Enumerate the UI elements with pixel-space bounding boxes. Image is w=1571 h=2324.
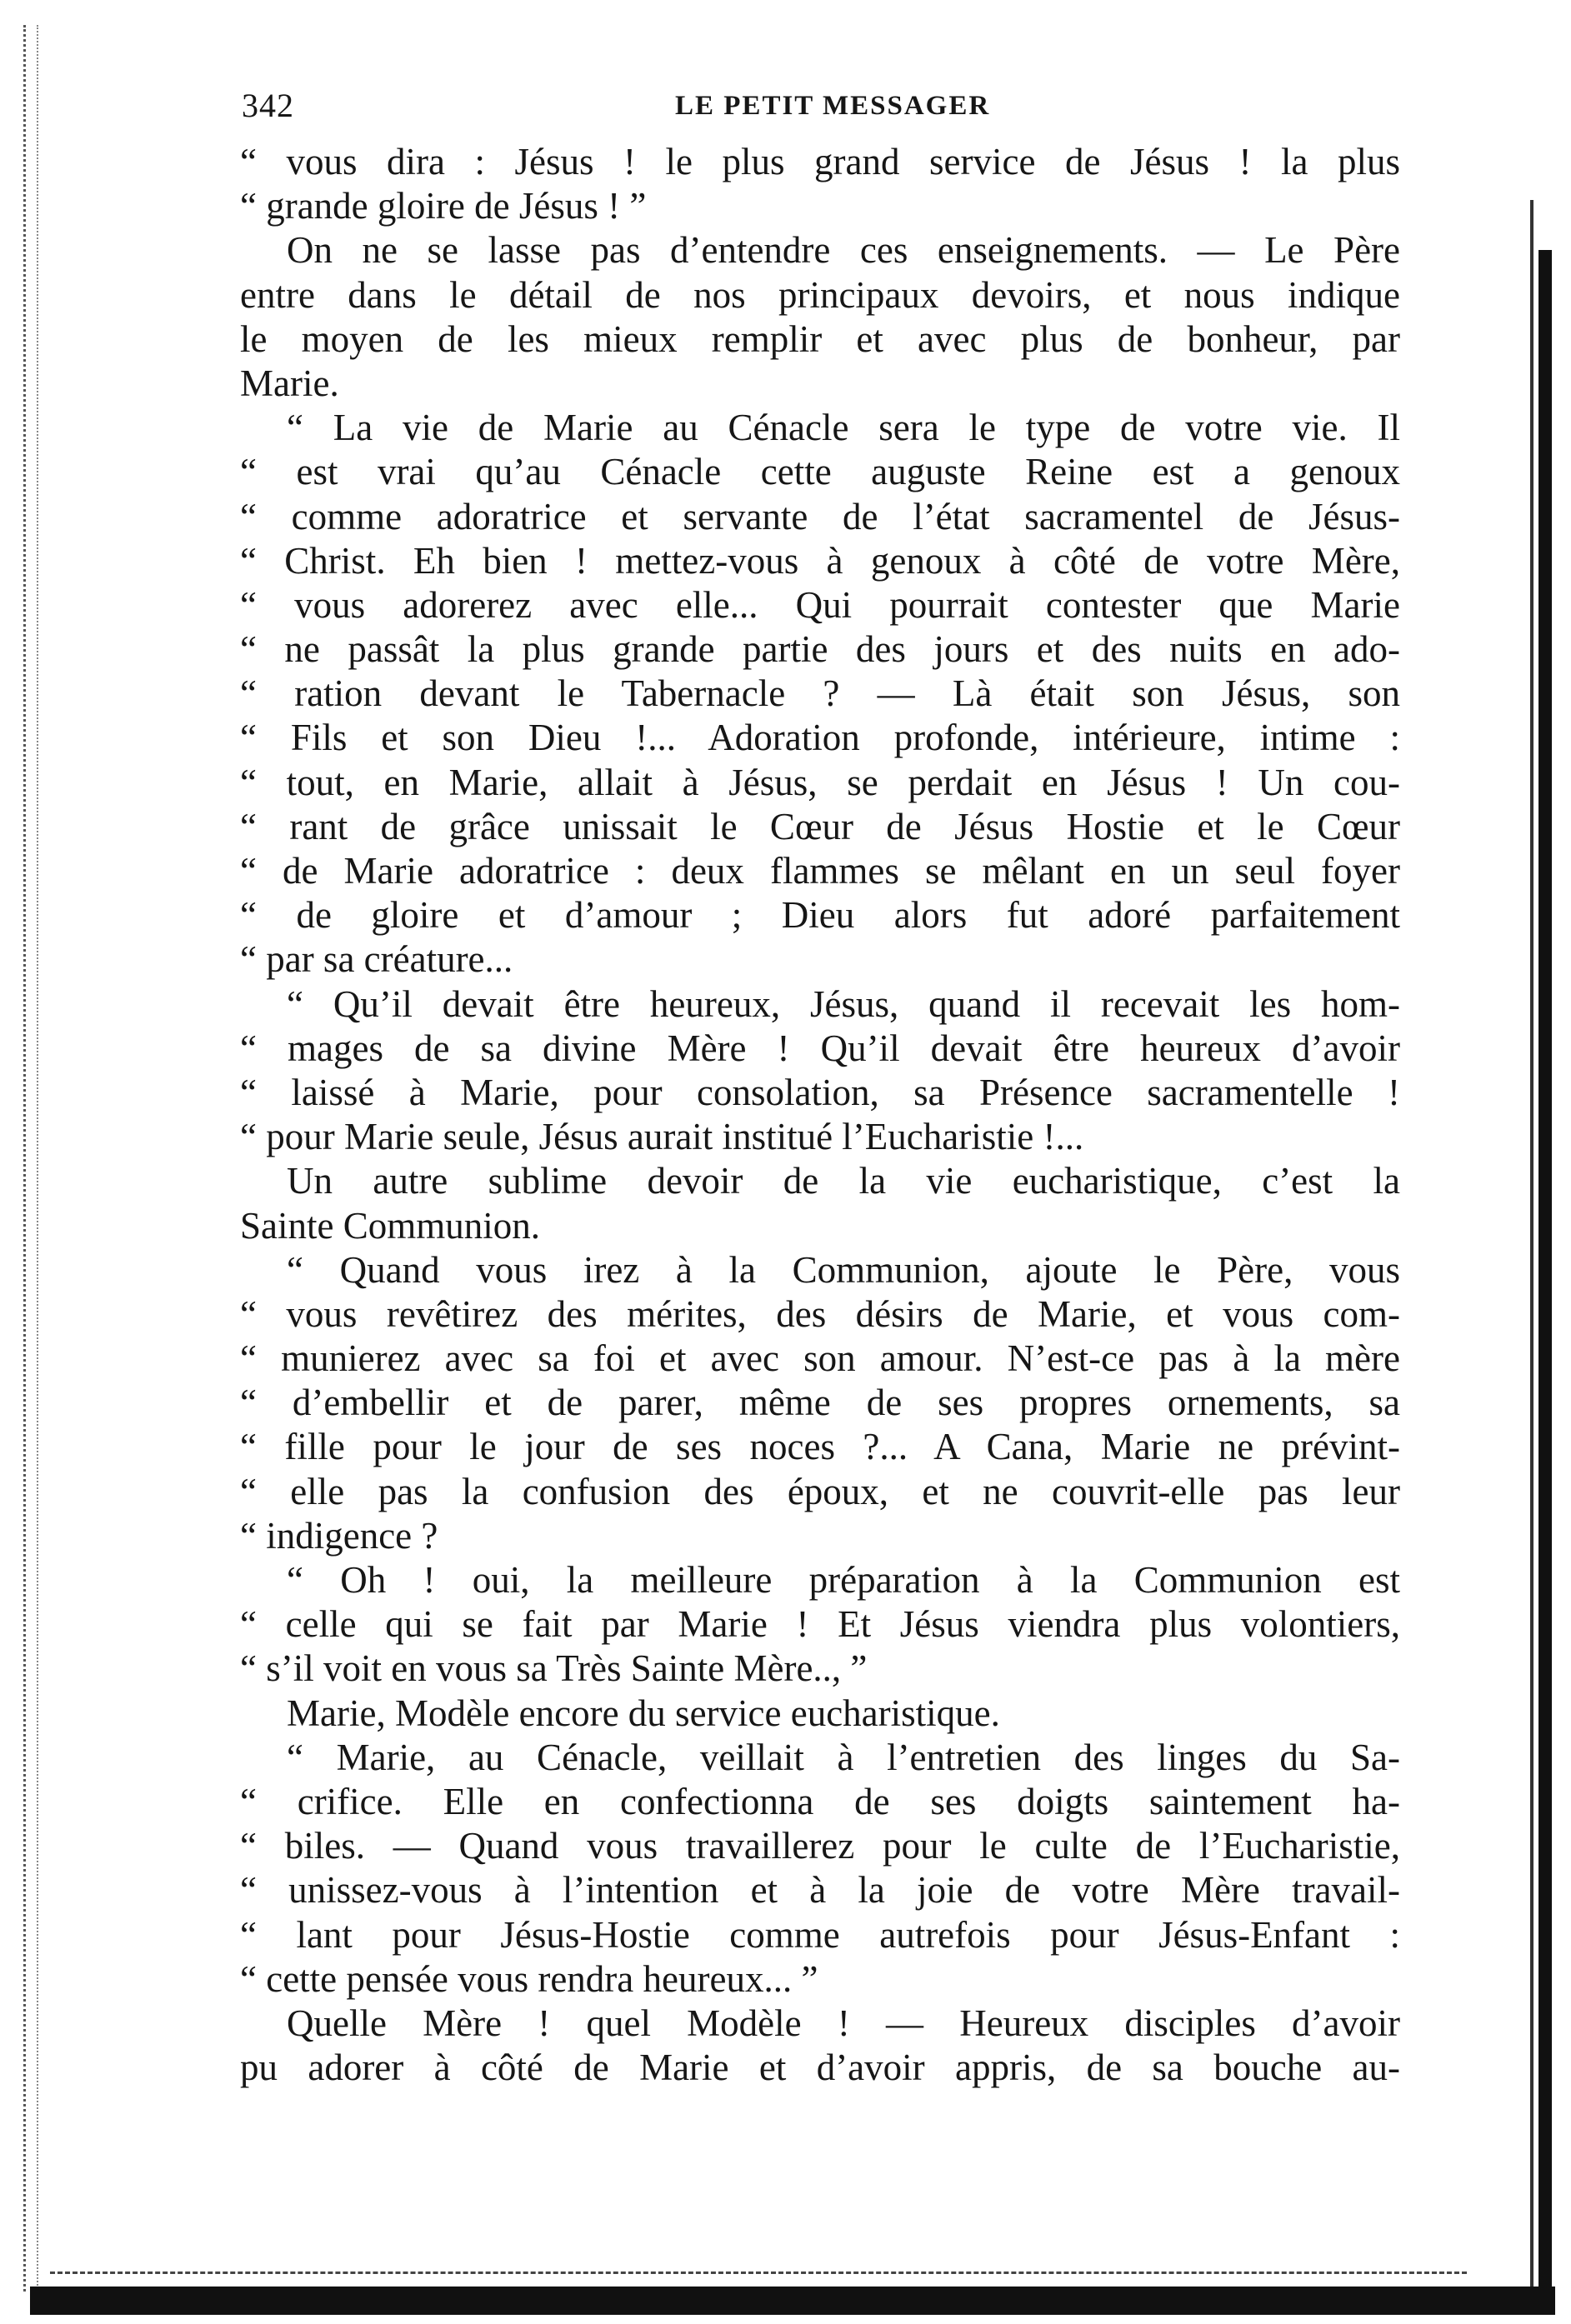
text-line: “ d’embellir et de parer, même de ses propres ornements, sa xyxy=(240,1382,1400,1424)
text-line: “ La vie de Marie au Cénacle sera le type de votre vie. Il xyxy=(287,407,1400,449)
text-line: “ Fils et son Dieu !... Adoration profonde, intérieure, intime : xyxy=(240,717,1400,759)
text-line: “ vous adorerez avec elle... Qui pourrait contester que Marie xyxy=(240,583,1400,626)
text-line: “ de gloire et d’amour ; Dieu alors fut adoré parfaitement xyxy=(240,894,1400,937)
text-line: “ Qu’il devait être heureux, Jésus, quand il recevait les hom- xyxy=(287,982,1400,1025)
binding-edge-bottom xyxy=(30,2287,1555,2315)
text-line: “ indigence ? xyxy=(240,1514,438,1557)
text-line: “ munierez avec sa foi et avec son amour. N’est-ce pas à la mère xyxy=(240,1337,1400,1380)
scan-edge-bottom-dots xyxy=(50,2272,1467,2277)
page-header xyxy=(242,86,1408,132)
text-line: le moyen de les mieux remplir et avec plus de bonheur, par xyxy=(240,317,1400,360)
text-line: “ lant pour Jésus-Hostie comme autrefois pour Jésus-Enfant : xyxy=(240,1913,1400,1956)
text-line: “ par sa créature... xyxy=(240,938,513,981)
text-line: “ fille pour le jour de ses noces ?... A Cana, Marie ne prévint- xyxy=(240,1426,1400,1468)
text-line: “ unissez-vous à l’intention et à la joie de votre Mère travail- xyxy=(240,1869,1400,1912)
text-line: pu adorer à côté de Marie et d’avoir appris, de sa bouche au- xyxy=(240,2047,1400,2089)
text-line: Marie. xyxy=(240,362,339,404)
running-title: LE PETIT MESSAGER xyxy=(675,91,991,121)
text-line: Marie, Modèle encore du service eucharistique. xyxy=(287,1692,1000,1734)
binding-edge-right-inner xyxy=(1530,200,1533,2292)
body-text xyxy=(240,140,1400,2090)
text-line: “ de Marie adoratrice : deux flammes se mêlant en un seul foyer xyxy=(240,850,1400,892)
text-line: “ est vrai qu’au Cénacle cette auguste Reine est a genoux xyxy=(240,451,1400,493)
text-line: “ s’il voit en vous sa Très Sainte Mère.., ” xyxy=(240,1647,868,1690)
text-line: “ grande gloire de Jésus ! ” xyxy=(240,185,647,227)
text-line: “ biles. — Quand vous travaillerez pour le culte de l’Eucharistie, xyxy=(240,1825,1400,1867)
text-line: “ Quand vous irez à la Communion, ajoute le Père, vous xyxy=(287,1248,1400,1291)
text-line: “ pour Marie seule, Jésus aurait institué l’Eucharistie !... xyxy=(240,1116,1084,1158)
text-line: Quelle Mère ! quel Modèle ! — Heureux disciples d’avoir xyxy=(287,2002,1400,2044)
text-line: “ ne passât la plus grande partie des jours et des nuits en ado- xyxy=(240,628,1400,671)
text-line: “ mages de sa divine Mère ! Qu’il devait être heureux d’avoir xyxy=(240,1027,1400,1069)
text-line: “ vous dira : Jésus ! le plus grand service de Jésus ! la plus xyxy=(240,141,1400,182)
text-line: On ne se lasse pas d’entendre ces enseignements. — Le Père xyxy=(287,229,1400,272)
page-number: 342 xyxy=(242,87,294,124)
text-line: “ laissé à Marie, pour consolation, sa Présence sacramentelle ! xyxy=(240,1071,1400,1113)
binding-edge-right xyxy=(1538,250,1552,2300)
text-line: Sainte Communion. xyxy=(240,1204,540,1247)
text-line: “ Oh ! oui, la meilleure préparation à la Communion est xyxy=(287,1559,1400,1601)
text-line: “ crifice. Elle en confectionna de ses doigts saintement ha- xyxy=(240,1780,1400,1822)
text-line: “ Marie, au Cénacle, veillait à l’entretien des linges du Sa- xyxy=(287,1736,1400,1778)
text-line: “ tout, en Marie, allait à Jésus, se perdait en Jésus ! Un cou- xyxy=(240,761,1400,803)
text-line: “ cette pensée vous rendra heureux... ” xyxy=(240,1957,818,2000)
text-line: Un autre sublime devoir de la vie eucharistique, c’est la xyxy=(287,1160,1400,1202)
text-line: “ ration devant le Tabernacle ? — Là était son Jésus, son xyxy=(240,672,1400,715)
text-line: “ elle pas la confusion des époux, et ne couvrit-elle pas leur xyxy=(240,1470,1400,1512)
scan-edge-left-inner xyxy=(37,25,40,2292)
text-line: “ rant de grâce unissait le Cœur de Jésus Hostie et le Cœur xyxy=(240,805,1400,847)
text-line: “ vous revêtirez des mérites, des désirs de Marie, et vous com- xyxy=(240,1292,1400,1335)
scan-edge-left xyxy=(23,25,31,2292)
text-line: “ celle qui se fait par Marie ! Et Jésus viendra plus volontiers, xyxy=(240,1603,1400,1646)
text-line: entre dans le détail de nos principaux devoirs, et nous indique xyxy=(240,273,1400,316)
text-line: “ Christ. Eh bien ! mettez-vous à genoux à côté de votre Mère, xyxy=(240,539,1400,582)
text-line: “ comme adoratrice et servante de l’état sacramentel de Jésus- xyxy=(240,495,1400,537)
